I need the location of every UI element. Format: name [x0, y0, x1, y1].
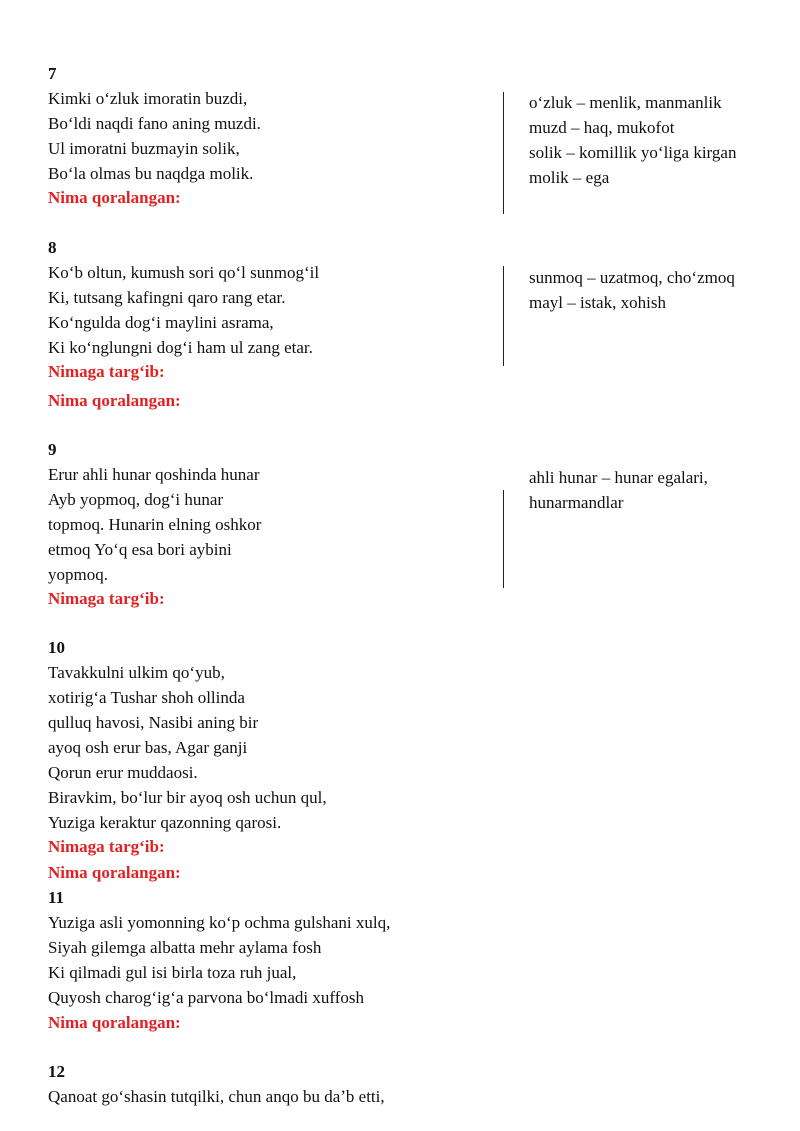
question-label: Nima qoralangan: — [48, 188, 181, 207]
poem-stanza — [48, 462, 261, 587]
poem-line: Yuziga keraktur qazonning qarosi. — [48, 813, 282, 832]
glossary-entry: oʻzluk – menlik, manmanlik — [529, 93, 722, 112]
poem-line: etmoq Yoʻq esa bori aybini — [48, 540, 232, 559]
section-number: 12 — [48, 1062, 65, 1081]
glossary — [529, 265, 735, 315]
poem-line: ayoq osh erur bas, Agar ganji — [48, 738, 248, 757]
poem-line: Yuziga asli yomonning koʻp ochma gulshani xulq, — [48, 913, 391, 932]
glossary-entry: solik – komillik yoʻliga kirgan — [529, 143, 737, 162]
poem-line: Boʻldi naqdi fano aning muzdi. — [48, 114, 261, 133]
poem-line: Ki, tutsang kafingni qaro rang etar. — [48, 288, 286, 307]
glossary-divider — [503, 490, 504, 588]
poem-line: Erur ahli hunar qoshinda hunar — [48, 465, 260, 484]
question-label: Nimaga targʻib: — [48, 837, 165, 856]
poem-line: Koʻb oltun, kumush sori qoʻl sunmogʻil — [48, 263, 320, 282]
poem-line: Ki koʻnglungni dogʻi ham ul zang etar. — [48, 338, 313, 357]
poem-line: Siyah gilemga albatta mehr aylama fosh — [48, 938, 322, 957]
poem-line: Tavakkulni ulkim qoʻyub, — [48, 663, 225, 682]
poem-stanza — [48, 260, 319, 360]
section-number: 7 — [48, 64, 57, 83]
poem-line: Koʻngulda dogʻi maylini asrama, — [48, 313, 274, 332]
poem-stanza — [48, 86, 261, 186]
poem-line: Qanoat goʻshasin tutqilki, chun anqo bu daʼb etti, — [48, 1087, 385, 1106]
section-number: 9 — [48, 440, 57, 459]
question-label: Nimaga targʻib: — [48, 589, 165, 608]
question-label: Nima qoralangan: — [48, 1013, 181, 1032]
poem-line: Ul imoratni buzmayin solik, — [48, 139, 240, 158]
poem-line: Quyosh charogʻigʻa parvona boʻlmadi xuffosh — [48, 988, 364, 1007]
question-label: Nima qoralangan: — [48, 863, 181, 882]
question-label: Nima qoralangan: — [48, 391, 181, 410]
poem-line: xotirigʻa Tushar shoh ollinda — [48, 688, 245, 707]
glossary — [529, 90, 736, 190]
poem-line: topmoq. Hunarin elning oshkor — [48, 515, 262, 534]
poem-line: yopmoq. — [48, 565, 108, 584]
glossary-entry: hunarmandlar — [529, 493, 624, 512]
poem-line: Ayb yopmoq, dogʻi hunar — [48, 490, 224, 509]
glossary-entry: ahli hunar – hunar egalari, — [529, 468, 708, 487]
poem-line: Biravkim, boʻlur bir ayoq osh uchun qul, — [48, 788, 327, 807]
glossary-divider — [503, 92, 504, 214]
glossary-divider — [503, 266, 504, 366]
glossary-entry: mayl – istak, xohish — [529, 293, 666, 312]
glossary — [529, 465, 708, 515]
poem-line: Qorun erur muddaosi. — [48, 763, 198, 782]
glossary-entry: sunmoq – uzatmoq, choʻzmoq — [529, 268, 735, 287]
poem-line: Boʻla olmas bu naqdga molik. — [48, 164, 254, 183]
glossary-entry: muzd – haq, mukofot — [529, 118, 675, 137]
poem-stanza — [48, 1084, 385, 1109]
question-label: Nimaga targʻib: — [48, 362, 165, 381]
poem-stanza — [48, 910, 390, 1010]
poem-line: Ki qilmadi gul isi birla toza ruh jual, — [48, 963, 297, 982]
poem-line: qulluq havosi, Nasibi aning bir — [48, 713, 259, 732]
glossary-entry: molik – ega — [529, 168, 610, 187]
section-number: 10 — [48, 638, 65, 657]
poem-stanza — [48, 660, 327, 835]
poem-line: Kimki oʻzluk imoratin buzdi, — [48, 89, 248, 108]
section-number: 11 — [48, 888, 65, 907]
section-number: 8 — [48, 238, 57, 257]
